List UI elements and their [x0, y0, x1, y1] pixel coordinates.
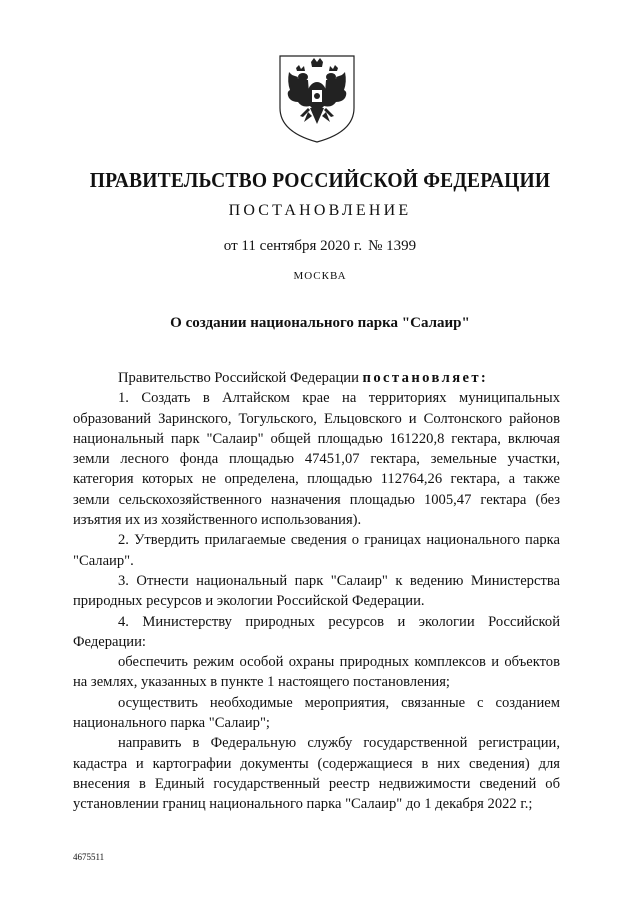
city: МОСКВА — [293, 270, 347, 282]
date-line — [0, 238, 640, 255]
intro-paragraph — [73, 368, 560, 388]
paragraph-2: 2. Утвердить прилагаемые сведения о границах национального парка "Салаир". — [73, 532, 560, 569]
paragraph-3: 3. Отнести национальный парк "Салаир" к ведению Министерства природных ресурсов и экологии Российской Федерации. — [73, 572, 560, 610]
paragraph-4-item-1: обеспечить режим особой охраны природных комплексов и объектов на землях, указанных в пункте 1 настоящего постановления; — [73, 654, 560, 691]
document-type: ПОСТАНОВЛЕНИЕ — [228, 202, 412, 219]
paragraph-4-item-2: осуществить необходимые мероприятия, связанные с созданием национального парка "Салаир"; — [73, 694, 560, 732]
document-date: от 11 сентября 2020 г. — [223, 238, 363, 254]
paragraph-4: 4. Министерству природных ресурсов и экологии Российской Федерации: — [73, 613, 560, 650]
intro-lead: Правительство Российской Федерации — [118, 370, 363, 386]
document-code: 4675511 — [73, 852, 105, 862]
document-number: № 1399 — [368, 238, 417, 254]
intro-resolves: постановляет: — [362, 370, 489, 386]
coat-of-arms-icon — [272, 50, 362, 146]
paragraph-1: 1. Создать в Алтайском крае на территориях муниципальных образований Заринского, Тогульского, Ельцовского и Солтонского районов национальный парк "Салаир" общей площадью 161220,8 гектара, включая земли лесного фонда площадью 47451,07 гектара, земельные участки, категория которых не определена, площадью 112764,26 гектара, а также земли сельскохозяйственного назначения площадью 1005,47 гектара (без изъятия их из хозяйственного использования). — [73, 390, 560, 529]
document-subject: О создании национального парка "Салаир" — [170, 315, 470, 331]
paragraph-4-item-3: направить в Федеральную службу государственной регистрации, кадастра и картографии документы (содержащиеся в них сведения) для внесения в Единый государственный реестр недвижимости сведений об установлении границ национального парка "Салаир" до 1 декабря 2022 г.; — [73, 735, 560, 813]
government-title: ПРАВИТЕЛЬСТВО РОССИЙСКОЙ ФЕДЕРАЦИИ — [89, 168, 551, 192]
document-body — [73, 368, 560, 815]
